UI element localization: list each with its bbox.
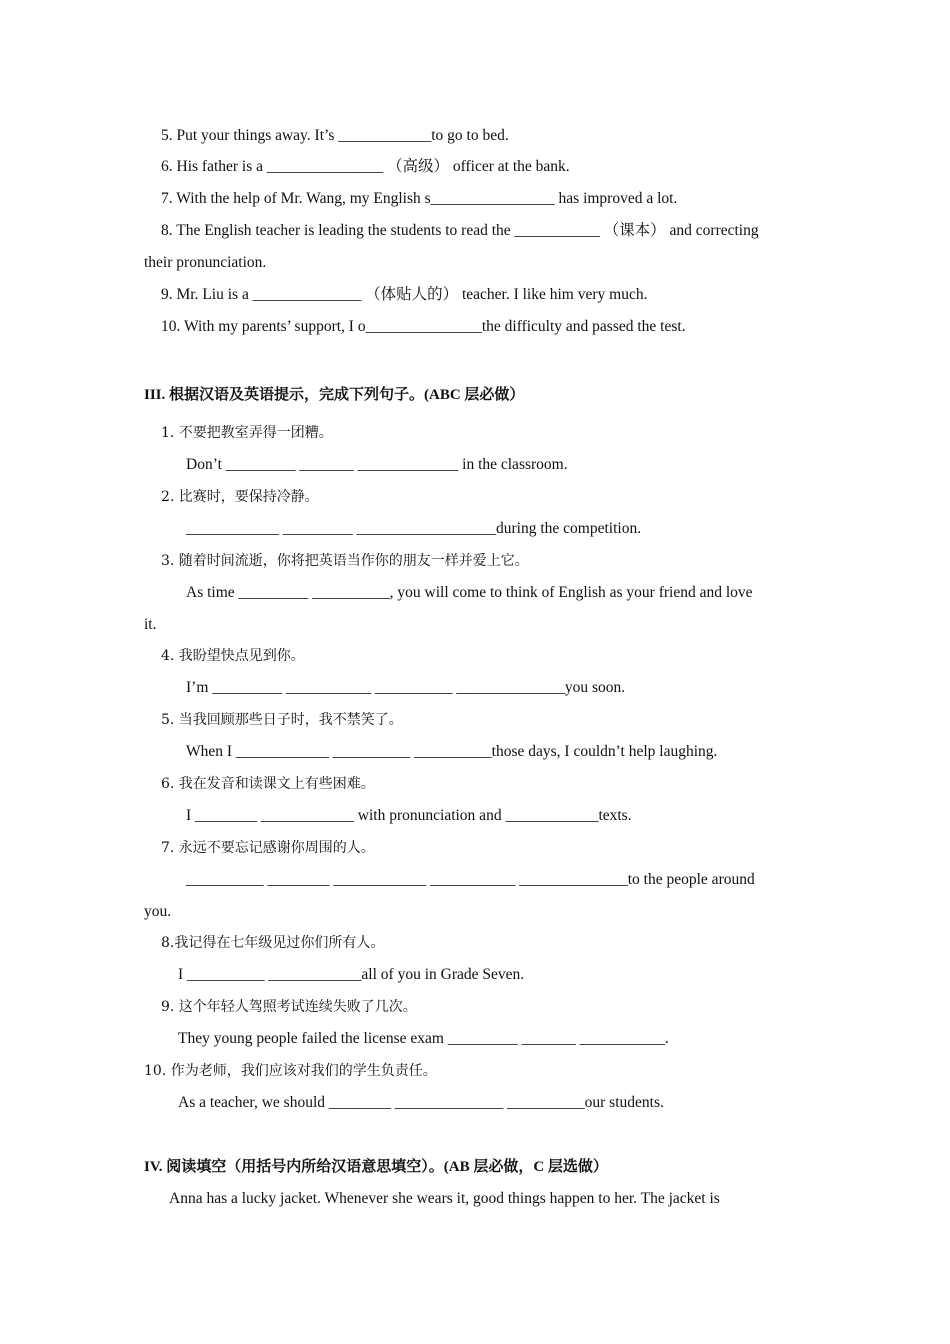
s3-item-10-cn: 10. 作为老师，我们应该对我们的学生负责任。: [144, 1063, 437, 1079]
s3-item-1-en: Don’t _________ _______ _____________ in the classroom.: [186, 456, 568, 473]
part2-item-9: 9. Mr. Liu is a ______________ （体贴人的） teacher. I like him very much.: [161, 286, 648, 303]
s3-item-6-en: I ________ ____________ with pronunciation and ____________texts.: [186, 807, 632, 824]
section-3-heading: III. 根据汉语及英语提示，完成下列句子。(ABC 层必做）: [144, 387, 525, 403]
s3-item-6-cn: 6. 我在发音和读课文上有些困难。: [161, 776, 375, 792]
s3-item-7-en: __________ ________ ____________ ___________ ______________to the people around: [186, 871, 755, 888]
s3-item-7-en-cont: you.: [144, 903, 172, 920]
s3-item-9-en: They young people failed the license exam _________ _______ ___________.: [178, 1030, 669, 1047]
section-4-passage: Anna has a lucky jacket. Whenever she wears it, good things happen to her. The jacket is: [169, 1190, 720, 1207]
s3-item-2-cn: 2. 比赛时，要保持冷静。: [161, 489, 319, 505]
s3-item-10-en: As a teacher, we should ________ ______________ __________our students.: [178, 1094, 664, 1111]
s3-item-4-en: I’m _________ ___________ __________ ______________you soon.: [186, 679, 626, 696]
s3-item-8-en: I __________ ____________all of you in Grade Seven.: [178, 966, 525, 983]
section-4-heading: IV. 阅读填空（用括号内所给汉语意思填空）。(AB 层必做，C 层选做）: [144, 1159, 608, 1175]
s3-item-3-en-cont: it.: [144, 616, 157, 633]
part2-item-5: 5. Put your things away. It’s ____________to go to bed.: [161, 127, 509, 144]
part2-item-8-cont: their pronunciation.: [144, 254, 267, 271]
part2-item-8: 8. The English teacher is leading the students to read the ___________ （课本） and correcting: [161, 222, 759, 239]
s3-item-3-cn: 3. 随着时间流逝，你将把英语当作你的朋友一样并爱上它。: [161, 553, 529, 569]
part2-item-6: 6. His father is a _______________ （高级） officer at the bank.: [161, 158, 570, 175]
s3-item-1-cn: 1. 不要把教室弄得一团糟。: [161, 425, 333, 441]
part2-item-10: 10. With my parents’ support, I o_______________the difficulty and passed the test.: [161, 318, 686, 335]
s3-item-7-cn: 7. 永远不要忘记感谢你周围的人。: [161, 840, 375, 856]
s3-item-3-en: As time _________ __________, you will come to think of English as your friend and love: [186, 584, 753, 601]
s3-item-5-cn: 5. 当我回顾那些日子时，我不禁笑了。: [161, 712, 403, 728]
part2-item-7: 7. With the help of Mr. Wang, my English s________________ has improved a lot.: [161, 190, 678, 207]
s3-item-9-cn: 9. 这个年轻人驾照考试连续失败了几次。: [161, 999, 417, 1015]
s3-item-4-cn: 4. 我盼望快点见到你。: [161, 648, 305, 664]
s3-item-2-en: ____________ _________ __________________during the competition.: [186, 520, 642, 537]
s3-item-8-cn: 8.我记得在七年级见过你们所有人。: [161, 935, 385, 951]
s3-item-5-en: When I ____________ __________ __________those days, I couldn’t help laughing.: [186, 743, 718, 760]
